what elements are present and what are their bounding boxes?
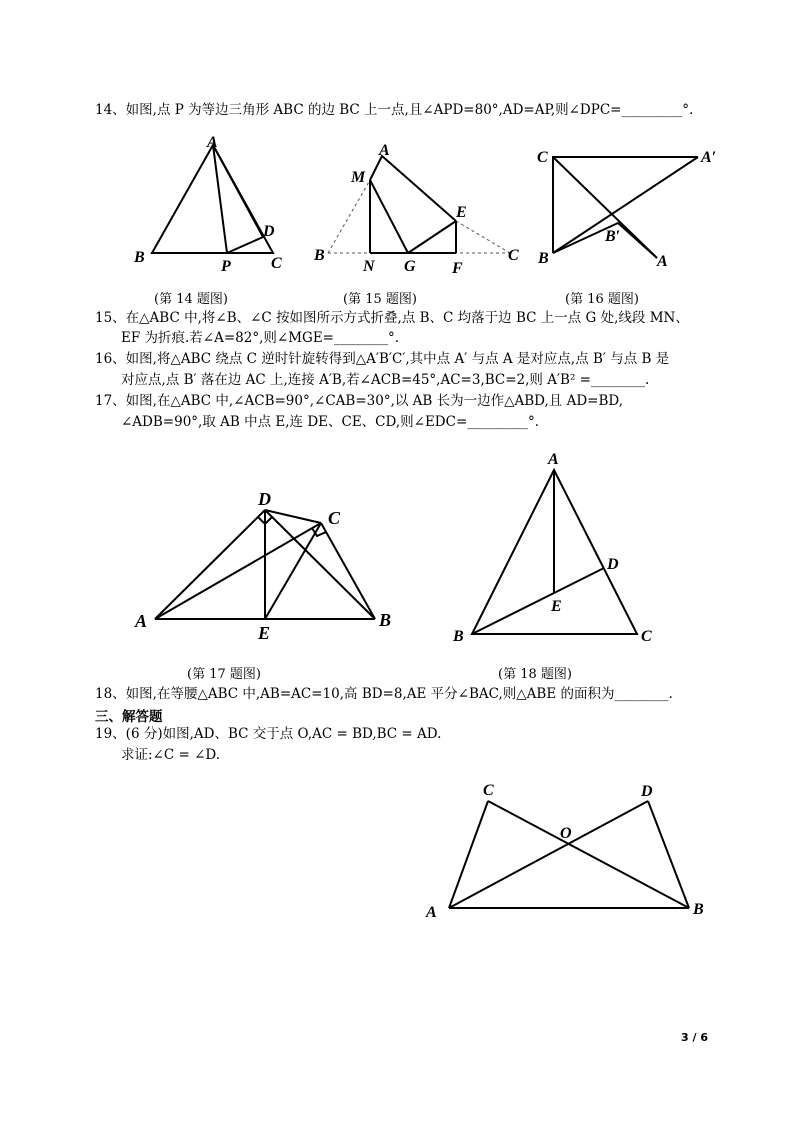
fig16-label-a-prime: A′ <box>701 149 717 166</box>
fig14-label-a: A <box>207 134 218 151</box>
fig17-label-e: E <box>258 623 271 643</box>
figure-14 <box>130 135 290 275</box>
fig19-label-o: O <box>560 825 572 842</box>
question-18: 18、如图,在等腰△ABC 中,AB=AC=10,高 BD=8,AE 平分∠BAC,则△ABE 的面积为________. <box>95 686 673 702</box>
fig14-label-c: C <box>271 255 282 272</box>
page-number: 3 / 6 <box>681 1031 708 1044</box>
fig15-label-b: B <box>314 247 325 264</box>
fig19-label-d: D <box>641 783 653 800</box>
question-15-line2: EF 为折痕.若∠A=82°,则∠MGE=________°. <box>121 330 400 346</box>
question-19-line2: 求证:∠C = ∠D. <box>121 747 221 763</box>
fig18-label-c: C <box>641 628 652 645</box>
caption-fig16: (第 16 题图) <box>565 292 639 307</box>
fig16-label-c: C <box>537 149 548 166</box>
fig16-label-b-prime: B′ <box>605 228 621 245</box>
fig17-label-b: B <box>379 610 392 630</box>
figure-15 <box>310 140 525 280</box>
fig15-label-a: A <box>379 142 390 159</box>
figure-19 <box>420 775 720 925</box>
fig15-label-e: E <box>456 204 467 221</box>
fig15-label-m: M <box>351 169 366 186</box>
fig18-label-e: E <box>551 598 562 615</box>
question-16-line1: 16、如图,将△ABC 绕点 C 逆时针旋转得到△A′B′C′,其中点 A′ 与点 A 是对应点,点 B′ 与点 B 是 <box>95 351 670 367</box>
fig14-label-d: D <box>263 223 275 240</box>
question-17-line2: ∠ADB=90°,取 AB 中点 E,连 DE、CE、CD,则∠EDC=_________°. <box>121 414 540 430</box>
fig19-label-a: A <box>426 904 437 921</box>
question-14: 14、如图,点 P 为等边三角形 ABC 的边 BC 上一点,且∠APD=80°,AD=AP,则∠DPC=_________°. <box>95 102 694 118</box>
figure-18 <box>450 445 660 655</box>
fig17-label-d: D <box>258 489 271 509</box>
fig19-label-c: C <box>483 782 494 799</box>
caption-fig17: (第 17 题图) <box>187 667 261 682</box>
caption-fig18: (第 18 题图) <box>498 667 572 682</box>
fig15-label-g: G <box>404 258 416 275</box>
figure-17 <box>130 485 400 645</box>
question-16-line2: 对应点,点 B′ 落在边 AC 上,连接 A′B,若∠ACB=45°,AC=3,BC=2,则 A′B² =________. <box>121 372 650 388</box>
question-17-line1: 17、如图,在△ABC 中,∠ACB=90°,∠CAB=30°,以 AB 长为一边作△ABD,且 AD=BD, <box>95 393 624 409</box>
fig15-label-n: N <box>363 258 375 275</box>
fig18-label-d: D <box>607 556 619 573</box>
fig16-label-a: A <box>657 253 668 270</box>
fig19-label-b: B <box>693 901 704 918</box>
fig15-label-f: F <box>452 260 463 277</box>
fig16-label-b: B <box>538 250 549 267</box>
fig17-label-a: A <box>135 611 148 631</box>
question-15-line1: 15、在△ABC 中,将∠B、∠C 按如图所示方式折叠,点 B、C 均落于边 BC 上一点 G 处,线段 MN、 <box>95 310 689 326</box>
fig15-label-c: C <box>508 247 519 264</box>
figure-16 <box>535 145 725 275</box>
fig14-label-p: P <box>221 258 231 275</box>
question-19-line1: 19、(6 分)如图,AD、BC 交于点 O,AC = BD,BC = AD. <box>95 726 442 742</box>
fig17-label-c: C <box>328 508 341 528</box>
caption-fig14: (第 14 题图) <box>154 292 228 307</box>
section-heading: 三、解答题 <box>95 709 163 725</box>
fig18-label-b: B <box>453 628 464 645</box>
fig14-label-b: B <box>134 249 145 266</box>
caption-fig15: (第 15 题图) <box>343 292 417 307</box>
fig18-label-a: A <box>548 451 559 468</box>
